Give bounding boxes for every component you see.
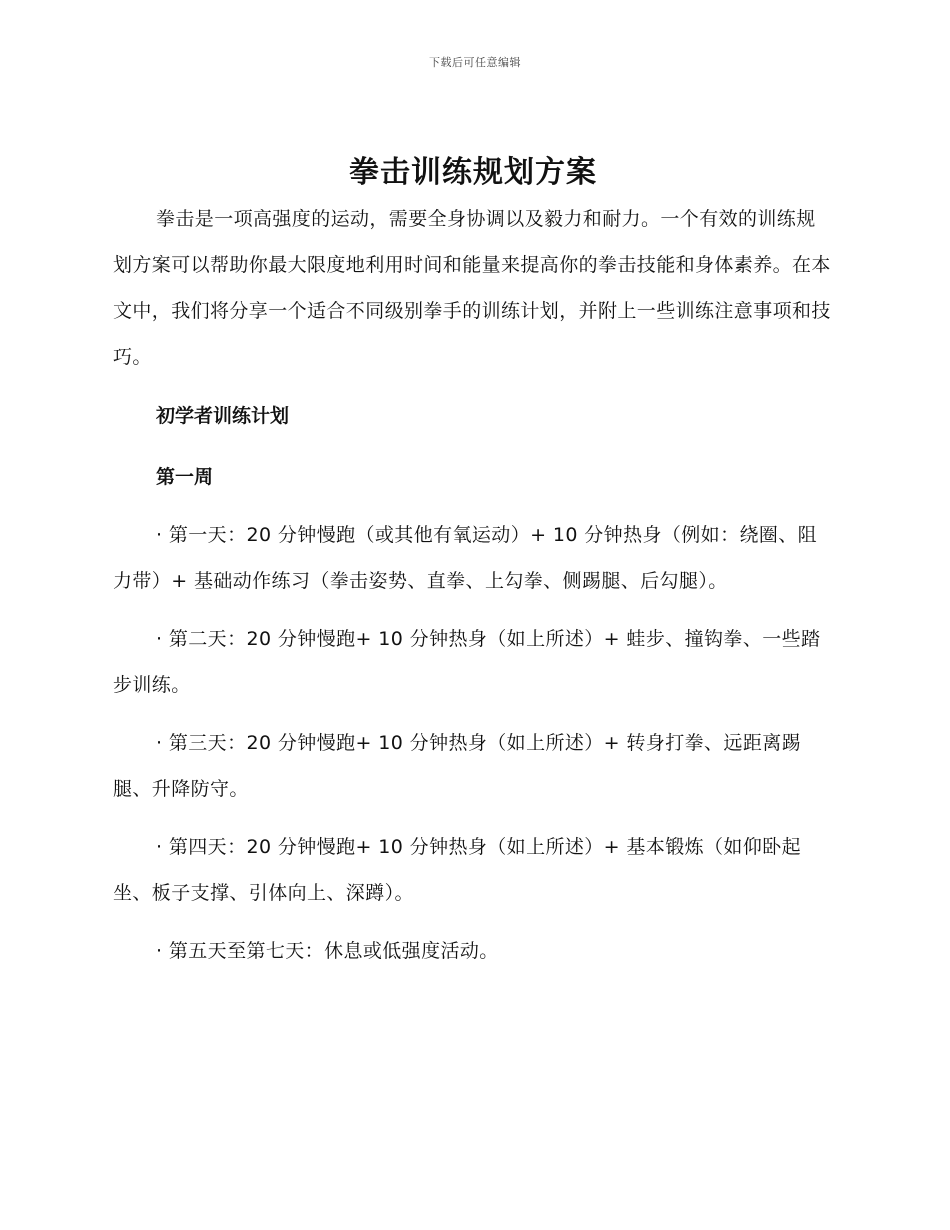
intro-paragraph: 拳击是一项高强度的运动，需要全身协调以及毅力和耐力。一个有效的训练规划方案可以帮助你最大限度地利用时间和能量来提高你的拳击技能和身体素养。在本文中，我们将分享一个适合不同级别拳手的训练计划，并附上一些训练注意事项和技巧。 [113,208,831,368]
day-item: · 第三天：20 分钟慢跑+ 10 分钟热身（如上所述）+ 转身打拳、远距离踢腿、升降防守。 [113,732,802,800]
day-item: · 第四天：20 分钟慢跑+ 10 分钟热身（如上所述）+ 基本锻炼（如仰卧起坐、板子支撑、引体向上、深蹲）。 [113,836,802,904]
week-heading: 第一周 [156,466,214,488]
day-item: · 第五天至第七天：休息或低强度活动。 [156,940,499,962]
section-heading: 初学者训练计划 [156,405,290,427]
day-item: · 第一天：20 分钟慢跑（或其他有氧运动）+ 10 分钟热身（例如：绕圈、阻力带）+ 基础动作练习（拳击姿势、直拳、上勾拳、侧踢腿、后勾腿）。 [113,524,818,592]
document-title: 拳击训练规划方案 [349,155,597,190]
document-body [113,150,833,974]
header-note: 下载后可任意编辑 [429,56,521,69]
day-item: · 第二天：20 分钟慢跑+ 10 分钟热身（如上所述）+ 蛙步、撞钩拳、一些踏步训练。 [113,628,821,696]
